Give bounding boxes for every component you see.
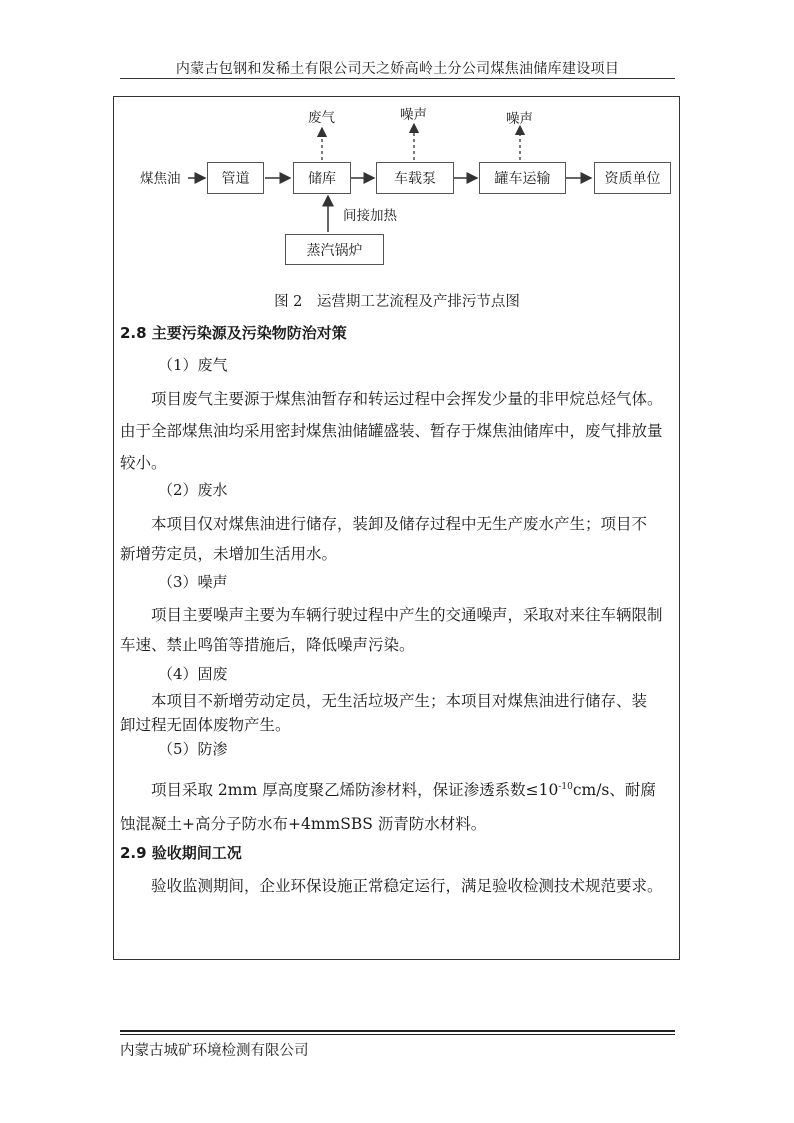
- emission-exhaust: 废气: [308, 110, 335, 126]
- node-storage: 储库: [293, 162, 351, 194]
- text-line: [120, 770, 676, 807]
- text-line: 蚀混凝土+高分子防水布+4mmSBS 沥青防水材料。: [120, 815, 487, 834]
- text-line: 新增劳定员，未增加生活用水。: [120, 545, 338, 563]
- node-pump-truck: 车载泵: [376, 162, 454, 194]
- text-line: 项目废气主要源于煤焦油暂存和转运过程中会挥发少量的非甲烷总烃气体。: [151, 390, 663, 408]
- section-heading-2-8: 2.8 主要污染源及污染物防治对策: [120, 324, 347, 342]
- node-qualified-unit: 资质单位: [594, 162, 671, 194]
- footer-rule-thick: [120, 1030, 675, 1032]
- subsection-noise: （3）噪声: [158, 573, 228, 591]
- text-line: 本项目仅对煤焦油进行储存，装卸及储存过程中无生产废水产生；项目不: [151, 515, 648, 533]
- exponent: -10: [558, 782, 573, 792]
- text-line: 由于全部煤焦油均采用密封煤焦油储罐盛装、暂存于煤焦油储库中，废气排放量: [120, 422, 663, 440]
- paragraph-solid-waste: [120, 689, 676, 737]
- paragraph-anti-seepage: [120, 770, 676, 841]
- page-header: 内蒙古包钢和发稀土有限公司天之娇高岭土分公司煤焦油储库建设项目: [175, 61, 620, 77]
- node-tanker-transport: 罐车运输: [479, 162, 566, 194]
- paragraph-exhaust: [120, 383, 676, 479]
- text-line: 车速、禁止鸣笛等措施后，降低噪声污染。: [120, 636, 415, 654]
- subsection-solid-waste: （4）固废: [158, 665, 228, 683]
- paragraph-acceptance: 验收监测期间，企业环保设施正常稳定运行，满足验收检测技术规范要求。: [151, 877, 663, 895]
- figure-caption: 图 2 运营期工艺流程及产排污节点图: [274, 294, 520, 310]
- heat-label: 间接加热: [343, 208, 397, 224]
- emission-noise-1: 噪声: [400, 107, 427, 123]
- flow-arrows: [0, 0, 794, 300]
- text-fragment: cm/s、耐腐: [572, 781, 656, 800]
- paragraph-noise: [120, 600, 676, 660]
- node-steam-boiler: 蒸汽锅炉: [285, 234, 384, 265]
- node-pipeline: 管道: [207, 162, 264, 194]
- text-line: 本项目不新增劳动定员，无生活垃圾产生；本项目对煤焦油进行储存、装: [151, 692, 648, 710]
- text-line: 项目主要噪声主要为车辆行驶过程中产生的交通噪声，采取对来往车辆限制: [151, 606, 663, 624]
- text-fragment: 项目采取 2mm 厚高度聚乙烯防渗材料，保证渗透系数≤10: [151, 781, 559, 800]
- paragraph-wastewater: [120, 509, 676, 569]
- subsection-anti-seepage: （5）防渗: [158, 740, 228, 758]
- section-heading-2-9: 2.9 验收期间工况: [120, 844, 242, 862]
- text-line: 较小。: [120, 454, 167, 472]
- subsection-exhaust: （1）废气: [158, 356, 228, 374]
- emission-noise-2: 噪声: [506, 111, 533, 127]
- subsection-wastewater: （2）废水: [158, 481, 228, 499]
- input-label: 煤焦油: [140, 171, 181, 187]
- footer-company: 内蒙古城矿环境检测有限公司: [120, 1043, 309, 1059]
- text-line: 卸过程无固体废物产生。: [120, 716, 291, 734]
- footer-rule-thin: [120, 1034, 675, 1035]
